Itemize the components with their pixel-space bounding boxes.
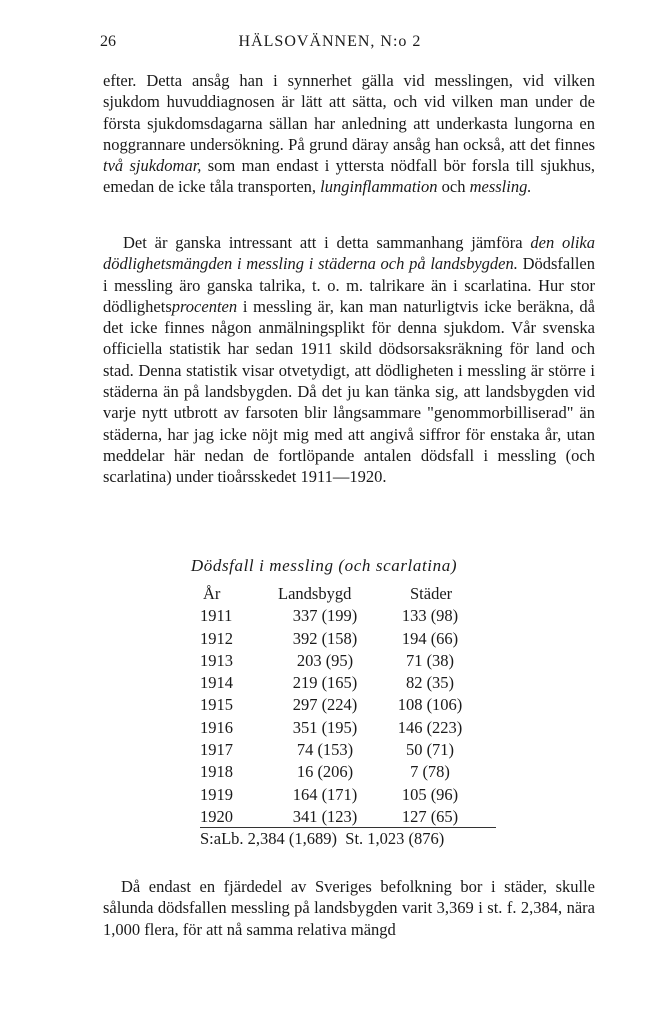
cell-urban: 194 (66) — [401, 628, 459, 648]
cell-rural: 164 (171) — [292, 784, 358, 804]
italic-run: messling. — [469, 177, 532, 197]
paragraph-2-text — [103, 232, 595, 488]
text-run: efter. Detta ansåg han i synnerhet gälla vid messlingen, vid vilken sjukdom huvuddiagnosen är lätt att sätta, och vid vilken man under de första sjukdomsdagarna sällan har anledning att underkasta lungorna en noggrannare undersökning. På grund däray ansåg han också, att det finnes — [103, 71, 595, 154]
cell-rural: 341 (123) — [292, 806, 358, 826]
cell-year: 1918 — [200, 762, 233, 782]
cell-rural: 337 (199) — [292, 606, 358, 626]
text-run: i messling är, kan man naturligtvis icke beräkna, då det icke finnes någon anmälningsplikt för denna sjukdom. Vår svenska officiella statistik har sedan 1911 skild dödsorsaksräkning för land och stad. Denna statistik visar otvetydigt, att dödligheten i messling är större i städerna än på landsbygden. Då det ju kan tänka sig, att landsbygden vid varje nytt utbrott av farsoten blir långsammare "genommorbilliserad" än städerna, har jag icke nöjt mig med att angivå siffror för enstaka år, utan meddelar här nedan de fortlöpande antalen dödsfall i messling (och scarlatina) under tioårsskedet 1911—1920. — [103, 296, 595, 487]
table-row — [200, 784, 500, 806]
text-run: Dödsfallen i messling äro ganska talrika, t. o. m. talrikare än i scarlatina. Hur stor dödlighets — [103, 254, 595, 316]
cell-year: 1915 — [200, 695, 233, 715]
page-header — [100, 33, 560, 57]
cell-rural: 16 (206) — [296, 762, 354, 782]
table-row — [200, 605, 500, 627]
paragraph-1 — [103, 70, 595, 198]
text-run: som man endast i yttersta nödfall bör forsla till sjukhus, emedan de icke tåla transporten, — [103, 156, 595, 197]
cell-rural: 203 (95) — [296, 650, 354, 670]
paragraph-3-text — [103, 876, 595, 940]
header-rural: Landsbygd — [278, 584, 352, 603]
cell-year: 1912 — [200, 628, 233, 648]
table-body — [200, 605, 500, 828]
paragraph-1-text — [103, 70, 595, 198]
running-title: HÄLSOVÄNNEN, N:o 2 — [238, 33, 422, 50]
italic-run: två sjukdomar, — [103, 156, 202, 176]
cell-year: 1917 — [200, 740, 233, 760]
table-row — [200, 694, 500, 716]
table-row — [200, 761, 500, 783]
paragraph-2 — [103, 232, 595, 488]
table-row — [200, 739, 500, 761]
cell-urban: 146 (223) — [397, 717, 463, 737]
cell-year: 1916 — [200, 717, 233, 737]
text-run: och — [437, 177, 470, 197]
table-row — [200, 717, 500, 739]
cell-rural: 219 (165) — [292, 673, 358, 693]
cell-urban: 127 (65) — [401, 806, 459, 826]
cell-rural: 74 (153) — [296, 740, 354, 760]
cell-urban: 133 (98) — [401, 606, 459, 626]
cell-year: 1914 — [200, 673, 233, 693]
cell-urban: 7 (78) — [410, 762, 450, 782]
table-row — [200, 628, 500, 650]
cell-year: 1919 — [200, 784, 233, 804]
cell-rural: 392 (158) — [292, 628, 358, 648]
cell-urban: 50 (71) — [405, 740, 455, 760]
table-row — [200, 806, 500, 828]
cell-year: 1911 — [200, 606, 233, 626]
text-run: Det är ganska intressant att i detta sammanhang jämföra — [123, 233, 531, 252]
cell-urban: 105 (96) — [401, 784, 459, 804]
italic-run: den olika dödlighetsmängden i messling i städerna och på landsbygden. — [103, 233, 595, 274]
paragraph-3 — [103, 876, 595, 940]
italic-run: procenten — [171, 296, 238, 316]
table-caption: Dödsfall i messling (och scarlatina) — [190, 556, 458, 575]
text-run: Då endast en fjärdedel av Sveriges befolkning bor i städer, skulle sålunda dödsfallen messling på landsbygden varit 3,369 i st. f. 2,384, nära 1,000 flera, för att nå samma relativa mängd — [103, 877, 595, 939]
page-number: 26 — [100, 33, 116, 50]
cell-urban: 71 (38) — [405, 650, 455, 670]
cell-year: 1920 — [200, 806, 233, 826]
header-urban: Städer — [410, 584, 453, 603]
table-row — [200, 650, 500, 672]
header-year: År — [203, 584, 221, 603]
mortality-table — [200, 583, 500, 828]
cell-rural: 351 (195) — [292, 717, 358, 737]
cell-urban: 82 (35) — [405, 673, 455, 693]
table-sum-rule — [200, 827, 496, 828]
cell-rural: 297 (224) — [292, 695, 358, 715]
cell-year: 1913 — [200, 650, 233, 670]
table-row — [200, 672, 500, 694]
cell-urban: 108 (106) — [397, 695, 463, 715]
table-header-row — [200, 583, 500, 605]
italic-run: lunginflammation — [320, 177, 438, 197]
table-sum-line: S:aLb. 2,384 (1,689) St. 1,023 (876) — [200, 829, 445, 848]
